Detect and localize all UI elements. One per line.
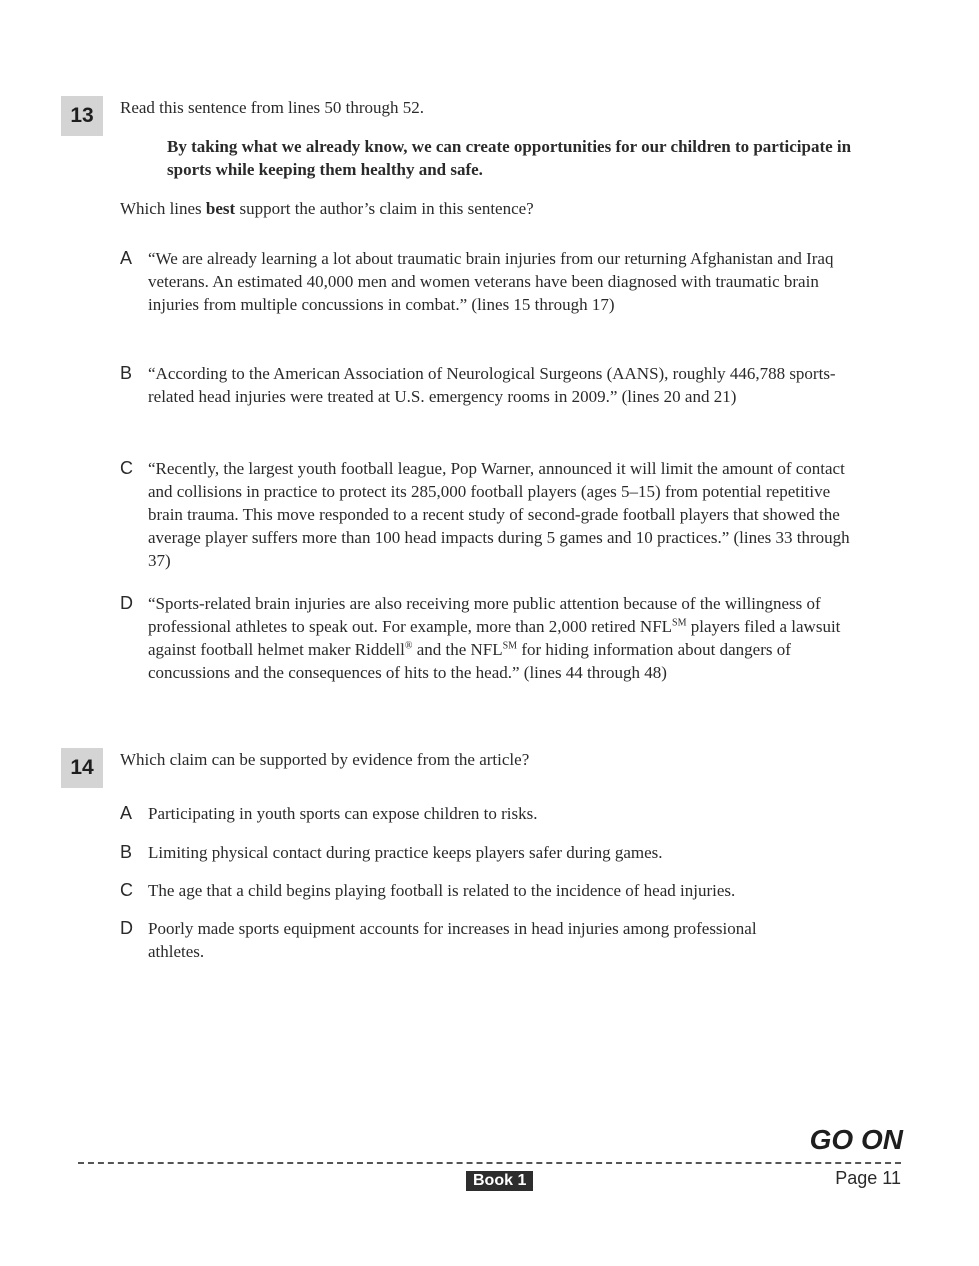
go-on-label: GO ON: [809, 1124, 903, 1155]
question-number-14: 14: [61, 748, 103, 788]
answer-option-14d[interactable]: [120, 917, 780, 963]
footer-divider: [78, 1162, 901, 1164]
question-number-13: 13: [61, 96, 103, 136]
option-letter: A: [120, 248, 133, 268]
option-text: Limiting physical contact during practice keeps players safer during games.: [148, 843, 663, 862]
option-text: “Recently, the largest youth football league, Pop Warner, announced it will limit the amount of contact and collisions in practice to protect its 285,000 football players (ages 5–15) from potential repetitive brain trauma. This move responded to a recent study of second-grade football players that showed the average player suffers more than 100 head impacts during 5 games and 10 practices.” (lines 33 through 37): [148, 459, 850, 570]
option-text: Poorly made sports equipment accounts for increases in head injuries among professional athletes.: [148, 919, 757, 961]
option-letter: D: [120, 593, 133, 613]
option-letter: D: [120, 918, 133, 938]
book-label: Book 1: [466, 1171, 533, 1191]
question-13-prompt: Which lines best support the author’s claim in this sentence?: [120, 199, 534, 218]
option-letter: C: [120, 880, 133, 900]
option-letter: B: [120, 363, 133, 383]
page-number: Page 11: [835, 1168, 901, 1188]
answer-option-14c[interactable]: [120, 879, 860, 902]
option-letter: B: [120, 842, 133, 862]
option-letter: A: [120, 803, 133, 823]
option-letter: C: [120, 458, 133, 478]
answer-option-14b[interactable]: [120, 841, 860, 864]
option-text: “We are already learning a lot about traumatic brain injuries from our returning Afghanistan and Iraq veterans. An estimated 40,000 men and women veterans have been diagnosed with traumatic brain injuries from multiple concussions in combat.” (lines 15 through 17): [148, 249, 834, 314]
option-text: Participating in youth sports can expose children to risks.: [148, 804, 538, 823]
answer-option-13d[interactable]: [120, 592, 860, 684]
answer-option-13b[interactable]: [120, 362, 860, 408]
option-text: “According to the American Association of Neurological Surgeons (AANS), roughly 446,788 sports-related head injuries were treated at U.S. emergency rooms in 2009.” (lines 20 and 21): [148, 364, 836, 406]
option-text: “Sports-related brain injuries are also receiving more public attention because of the willingness of professional athletes to speak out. For example, more than 2,000 retired NFL℠ players filed a lawsuit against football helmet maker Riddell® and the NFL℠ for hiding information about dangers of concussions and the consequences of hits to the head.” (lines 44 through 48): [148, 594, 841, 682]
answer-option-14a[interactable]: [120, 802, 860, 825]
answer-option-13c[interactable]: [120, 457, 860, 572]
question-13-quote: By taking what we already know, we can create opportunities for our children to participate in sports while keeping them healthy and safe.: [167, 137, 852, 179]
question-14-stem: Which claim can be supported by evidence from the article?: [120, 750, 530, 769]
question-13-stem: Read this sentence from lines 50 through 52.: [120, 98, 425, 117]
answer-option-13a[interactable]: [120, 247, 860, 316]
option-text: The age that a child begins playing football is related to the incidence of head injuries.: [148, 881, 736, 900]
